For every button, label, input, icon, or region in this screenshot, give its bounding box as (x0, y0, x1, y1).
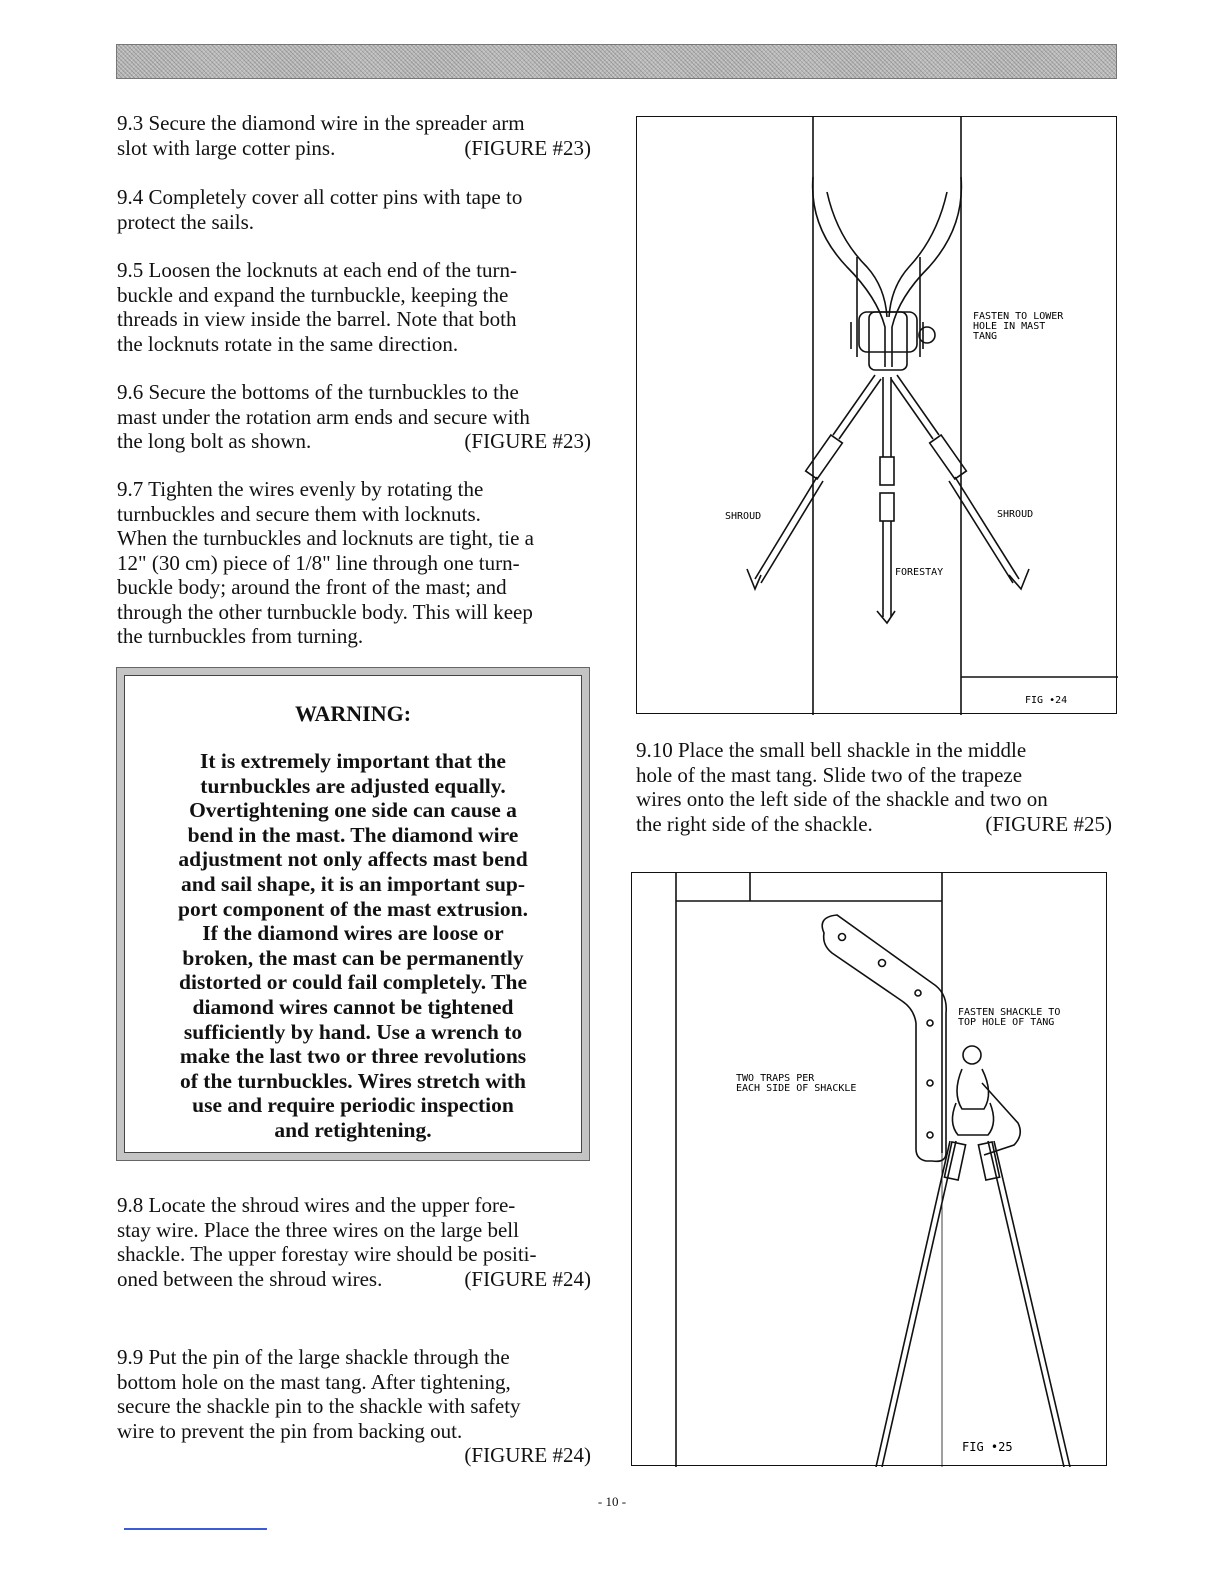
fig25-traps-label-1: TWO TRAPS PER (736, 1073, 815, 1084)
fig25-fasten-label-2: TOP HOLE OF TANG (958, 1017, 1055, 1028)
figure-ref: (FIGURE #23) (464, 429, 591, 453)
fig25-traps-label-2: EACH SIDE OF SHACKLE (736, 1083, 857, 1094)
fig24-shroud-right-label: SHROUD (997, 509, 1034, 520)
paragraph-9-5: 9.5 Loosen the locknuts at each end of the turn- buckle and expand the turnbuckle, keeping the threads in view inside the barrel. Note that both the locknuts rotate in the same direction. (117, 258, 518, 356)
warning-title: WARNING: (294, 701, 412, 726)
fig24-shroud-left-label: SHROUD (725, 511, 762, 522)
figure-25 (631, 872, 1107, 1466)
paragraph-9-7: 9.7 Tighten the wires evenly by rotating the turnbuckles and secure them with locknuts. When the turnbuckles and locknuts are tight, tie a 12" (30 cm) piece of 1/8" line through one turn- buckle body; around the front of the mast; and through the other turnbuckle body. This will keep the turnbuckles from turning. (117, 477, 534, 648)
paragraph-9-6: 9.6 Secure the bottoms of the turnbuckles to the mast under the rotation arm ends and secure with the long bolt as shown. (FIGURE #23) (117, 380, 591, 453)
figure-24 (636, 116, 1117, 714)
paragraph-9-3: 9.3 Secure the diamond wire in the spreader arm slot with large cotter pins. (FIGURE #23) (117, 111, 591, 160)
paragraph-9-10: 9.10 Place the small bell shackle in the middle hole of the mast tang. Slide two of the trapeze wires onto the left side of the shackle and two on the right side of the shackle. (FIGURE #25) (636, 738, 1112, 836)
fig24-forestay-label: FORESTAY (895, 567, 944, 578)
fig24-fasten-label-3: TANG (973, 331, 998, 342)
fig24-fasten-label-2: HOLE IN MAST (973, 321, 1046, 332)
paragraph-9-4: 9.4 Completely cover all cotter pins with tape to protect the sails. (117, 185, 523, 234)
page-number: - 10 - (597, 1494, 627, 1509)
figure-25-drawing (632, 873, 1108, 1467)
warning-body: It is extremely important that the turnbuckles are adjusted equally. Overtightening one side can cause a bend in the mast. The diamond wire adjustment not only affects mast bend and sail shape, it is an important sup- port component of the mast extrusion. If the diamond wires are loose or broken, the mast can be permanently distorted or could fail completely. The diamond wires cannot be tightened sufficiently by hand. Use a wrench to make the last two or three revolutions of the turnbuckles. Wires stretch with use and require periodic inspection and retightening. (178, 749, 528, 1142)
fig24-fasten-label-1: FASTEN TO LOWER (973, 311, 1064, 322)
fig25-caption: FIG •25 (962, 1440, 1013, 1454)
figure-ref: (FIGURE #23) (464, 135, 591, 160)
figure-24-drawing (637, 117, 1118, 715)
fig25-fasten-label-1: FASTEN SHACKLE TO (958, 1007, 1061, 1018)
warning-box (117, 668, 589, 1160)
paragraph-9-9: 9.9 Put the pin of the large shackle through the bottom hole on the mast tang. After tightening, secure the shackle pin to the shackle with safety wire to prevent the pin from backing out. (FIGURE #24) (117, 1345, 591, 1467)
figure-ref: (FIGURE #24) (464, 1443, 591, 1467)
figure-ref: (FIGURE #24) (464, 1266, 591, 1291)
figure-ref: (FIGURE #25) (985, 811, 1112, 836)
header-band (116, 44, 1117, 79)
fig24-caption: FIG •24 (1025, 695, 1068, 706)
paragraph-9-8: 9.8 Locate the shroud wires and the upper fore- stay wire. Place the three wires on the large bell shackle. The upper forestay wire should be positi- oned between the shroud wires. (FIGURE #24) (117, 1193, 591, 1291)
footer-blue-line (124, 1528, 267, 1530)
